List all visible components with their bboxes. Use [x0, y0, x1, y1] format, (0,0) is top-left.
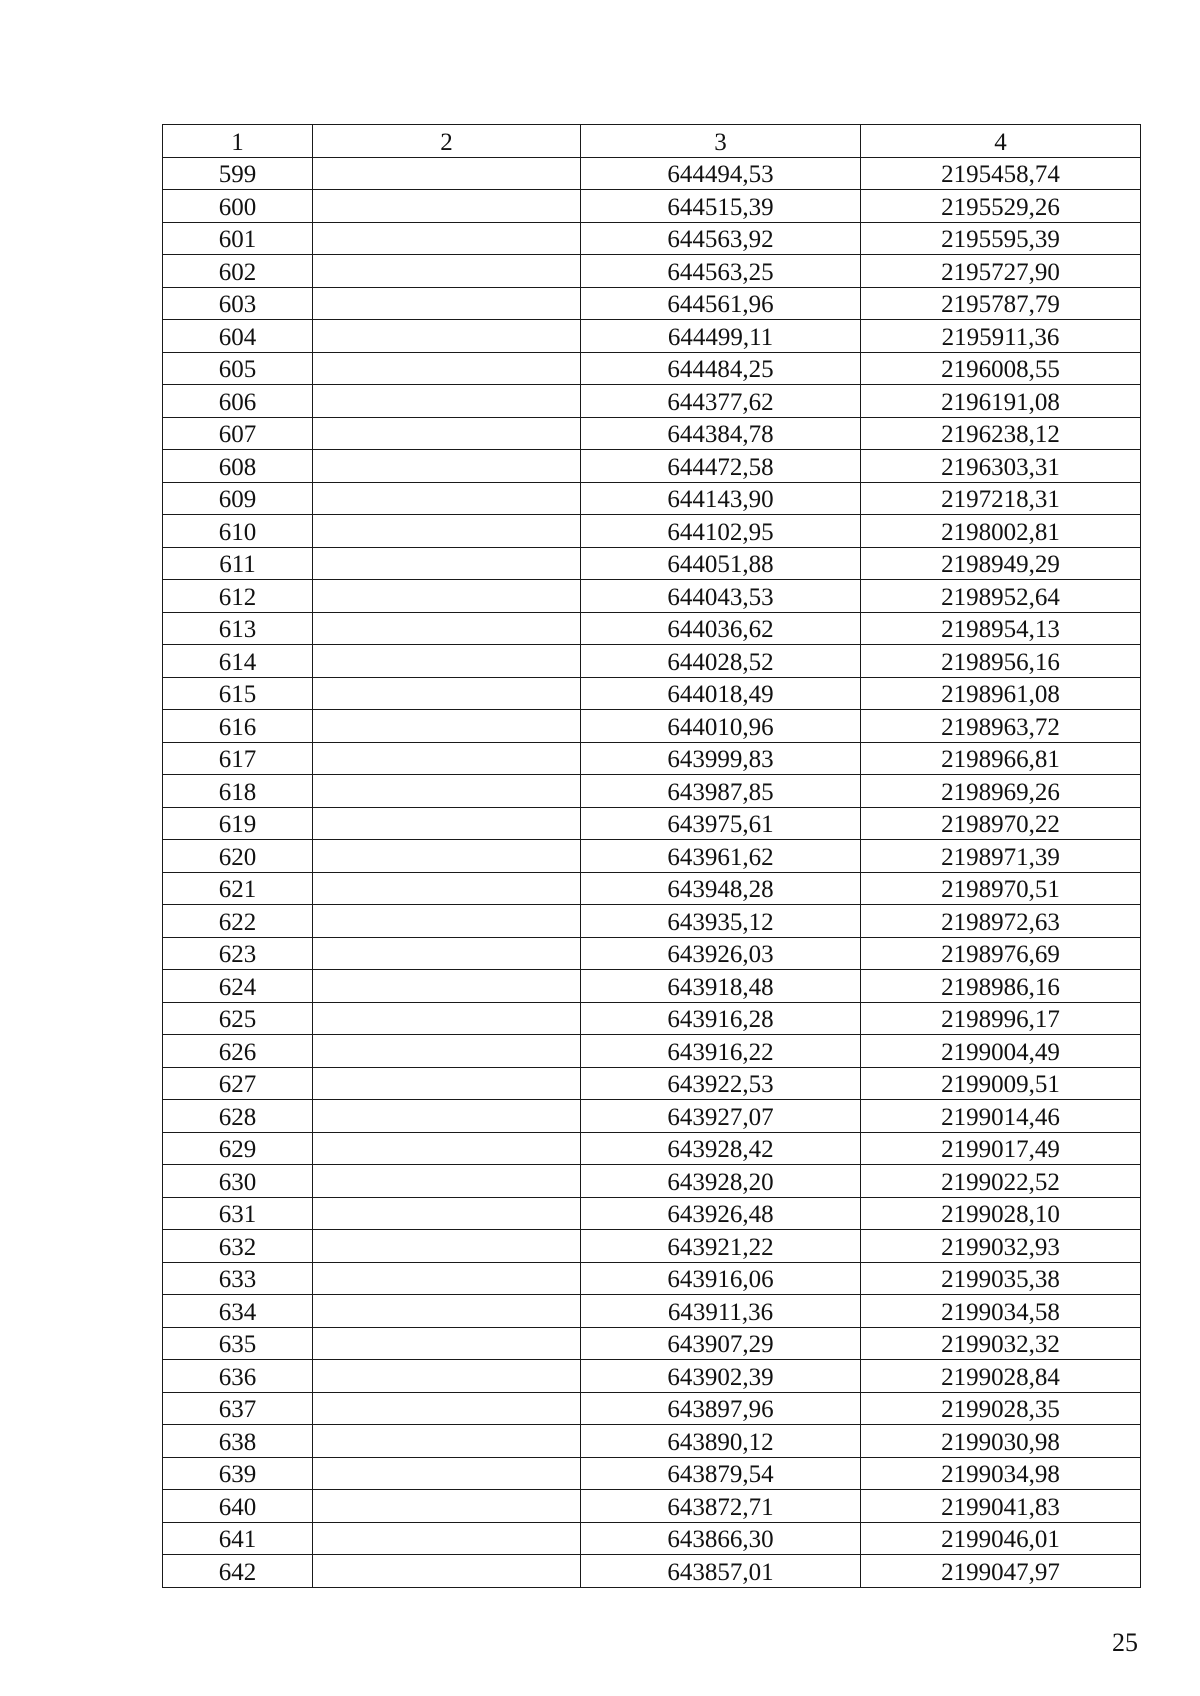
- point-number-cell: 617: [163, 742, 313, 775]
- point-number-cell: 618: [163, 775, 313, 808]
- point-number-cell: 602: [163, 255, 313, 288]
- name-cell: [313, 352, 581, 385]
- table-row: [163, 612, 1141, 645]
- point-number-cell: 626: [163, 1035, 313, 1068]
- name-cell: [313, 970, 581, 1003]
- point-number-cell: 633: [163, 1262, 313, 1295]
- point-number-cell: 604: [163, 320, 313, 353]
- y-coordinate-cell: 2199034,98: [861, 1457, 1141, 1490]
- x-coordinate-cell: 644563,25: [581, 255, 861, 288]
- name-cell: [313, 1522, 581, 1555]
- x-coordinate-cell: 644018,49: [581, 677, 861, 710]
- name-cell: [313, 385, 581, 418]
- point-number-cell: 634: [163, 1295, 313, 1328]
- point-number-cell: 619: [163, 807, 313, 840]
- x-coordinate-cell: 643916,06: [581, 1262, 861, 1295]
- y-coordinate-cell: 2197218,31: [861, 482, 1141, 515]
- coordinates-table: [162, 124, 1141, 1588]
- y-coordinate-cell: 2198972,63: [861, 905, 1141, 938]
- point-number-cell: 612: [163, 580, 313, 613]
- x-coordinate-cell: 644377,62: [581, 385, 861, 418]
- table-header: [163, 125, 1141, 158]
- y-coordinate-cell: 2195458,74: [861, 157, 1141, 190]
- name-cell: [313, 840, 581, 873]
- table-row: [163, 742, 1141, 775]
- name-cell: [313, 1327, 581, 1360]
- y-coordinate-cell: 2198961,08: [861, 677, 1141, 710]
- name-cell: [313, 1197, 581, 1230]
- y-coordinate-cell: 2198970,51: [861, 872, 1141, 905]
- table-row: [163, 1457, 1141, 1490]
- table-row: [163, 710, 1141, 743]
- table-row: [163, 905, 1141, 938]
- name-cell: [313, 612, 581, 645]
- name-cell: [313, 1392, 581, 1425]
- x-coordinate-cell: 644010,96: [581, 710, 861, 743]
- table-row: [163, 1522, 1141, 1555]
- y-coordinate-cell: 2199041,83: [861, 1490, 1141, 1523]
- name-cell: [313, 222, 581, 255]
- name-cell: [313, 417, 581, 450]
- name-cell: [313, 255, 581, 288]
- point-number-cell: 613: [163, 612, 313, 645]
- table-row: [163, 1555, 1141, 1588]
- name-cell: [313, 450, 581, 483]
- y-coordinate-cell: 2198969,26: [861, 775, 1141, 808]
- table-row: [163, 450, 1141, 483]
- y-coordinate-cell: 2198952,64: [861, 580, 1141, 613]
- y-coordinate-cell: 2198963,72: [861, 710, 1141, 743]
- x-coordinate-cell: 644563,92: [581, 222, 861, 255]
- name-cell: [313, 1067, 581, 1100]
- point-number-cell: 640: [163, 1490, 313, 1523]
- table-row: [163, 1360, 1141, 1393]
- name-cell: [313, 1555, 581, 1588]
- name-cell: [313, 482, 581, 515]
- x-coordinate-cell: 644102,95: [581, 515, 861, 548]
- y-coordinate-cell: 2198971,39: [861, 840, 1141, 873]
- y-coordinate-cell: 2196191,08: [861, 385, 1141, 418]
- y-coordinate-cell: 2199028,84: [861, 1360, 1141, 1393]
- table-row: [163, 385, 1141, 418]
- x-coordinate-cell: 644484,25: [581, 352, 861, 385]
- point-number-cell: 611: [163, 547, 313, 580]
- table-row: [163, 1295, 1141, 1328]
- table-row: [163, 1035, 1141, 1068]
- point-number-cell: 616: [163, 710, 313, 743]
- table-row: [163, 1392, 1141, 1425]
- x-coordinate-cell: 643902,39: [581, 1360, 861, 1393]
- point-number-cell: 635: [163, 1327, 313, 1360]
- name-cell: [313, 1165, 581, 1198]
- name-cell: [313, 1230, 581, 1263]
- table-row: [163, 1327, 1141, 1360]
- name-cell: [313, 1100, 581, 1133]
- y-coordinate-cell: 2199035,38: [861, 1262, 1141, 1295]
- name-cell: [313, 645, 581, 678]
- y-coordinate-cell: 2199014,46: [861, 1100, 1141, 1133]
- y-coordinate-cell: 2198002,81: [861, 515, 1141, 548]
- table-row: [163, 157, 1141, 190]
- table-row: [163, 872, 1141, 905]
- x-coordinate-cell: 643922,53: [581, 1067, 861, 1100]
- name-cell: [313, 320, 581, 353]
- page-number: 25: [1112, 1628, 1138, 1657]
- name-cell: [313, 1132, 581, 1165]
- point-number-cell: 641: [163, 1522, 313, 1555]
- point-number-cell: 603: [163, 287, 313, 320]
- y-coordinate-cell: 2198970,22: [861, 807, 1141, 840]
- point-number-cell: 636: [163, 1360, 313, 1393]
- name-cell: [313, 677, 581, 710]
- point-number-cell: 606: [163, 385, 313, 418]
- table-row: [163, 320, 1141, 353]
- point-number-cell: 624: [163, 970, 313, 1003]
- y-coordinate-cell: 2198966,81: [861, 742, 1141, 775]
- y-coordinate-cell: 2199017,49: [861, 1132, 1141, 1165]
- x-coordinate-cell: 643872,71: [581, 1490, 861, 1523]
- table-row: [163, 222, 1141, 255]
- name-cell: [313, 905, 581, 938]
- y-coordinate-cell: 2199047,97: [861, 1555, 1141, 1588]
- name-cell: [313, 1360, 581, 1393]
- y-coordinate-cell: 2195787,79: [861, 287, 1141, 320]
- y-coordinate-cell: 2195529,26: [861, 190, 1141, 223]
- y-coordinate-cell: 2195911,36: [861, 320, 1141, 353]
- x-coordinate-cell: 643926,03: [581, 937, 861, 970]
- x-coordinate-cell: 643928,20: [581, 1165, 861, 1198]
- x-coordinate-cell: 643948,28: [581, 872, 861, 905]
- y-coordinate-cell: 2195595,39: [861, 222, 1141, 255]
- point-number-cell: 627: [163, 1067, 313, 1100]
- table-row: [163, 1425, 1141, 1458]
- name-cell: [313, 580, 581, 613]
- table-row: [163, 547, 1141, 580]
- table-row: [163, 775, 1141, 808]
- name-cell: [313, 1002, 581, 1035]
- name-cell: [313, 190, 581, 223]
- point-number-cell: 642: [163, 1555, 313, 1588]
- header-cell-col-1: 1: [163, 125, 313, 158]
- x-coordinate-cell: 643916,28: [581, 1002, 861, 1035]
- y-coordinate-cell: 2199032,32: [861, 1327, 1141, 1360]
- name-cell: [313, 515, 581, 548]
- y-coordinate-cell: 2198954,13: [861, 612, 1141, 645]
- y-coordinate-cell: 2199004,49: [861, 1035, 1141, 1068]
- point-number-cell: 632: [163, 1230, 313, 1263]
- point-number-cell: 639: [163, 1457, 313, 1490]
- table-row: [163, 1490, 1141, 1523]
- y-coordinate-cell: 2198986,16: [861, 970, 1141, 1003]
- table-row: [163, 645, 1141, 678]
- y-coordinate-cell: 2198976,69: [861, 937, 1141, 970]
- table-row: [163, 580, 1141, 613]
- table-row: [163, 807, 1141, 840]
- name-cell: [313, 775, 581, 808]
- header-cell-col-2: 2: [313, 125, 581, 158]
- table-row: [163, 970, 1141, 1003]
- table-row: [163, 1002, 1141, 1035]
- table-row: [163, 1100, 1141, 1133]
- point-number-cell: 628: [163, 1100, 313, 1133]
- name-cell: [313, 1425, 581, 1458]
- point-number-cell: 601: [163, 222, 313, 255]
- point-number-cell: 631: [163, 1197, 313, 1230]
- point-number-cell: 625: [163, 1002, 313, 1035]
- x-coordinate-cell: 643928,42: [581, 1132, 861, 1165]
- table-row: [163, 1132, 1141, 1165]
- point-number-cell: 620: [163, 840, 313, 873]
- x-coordinate-cell: 643879,54: [581, 1457, 861, 1490]
- x-coordinate-cell: 643987,85: [581, 775, 861, 808]
- name-cell: [313, 807, 581, 840]
- point-number-cell: 623: [163, 937, 313, 970]
- y-coordinate-cell: 2199032,93: [861, 1230, 1141, 1263]
- x-coordinate-cell: 643921,22: [581, 1230, 861, 1263]
- point-number-cell: 609: [163, 482, 313, 515]
- x-coordinate-cell: 644028,52: [581, 645, 861, 678]
- x-coordinate-cell: 643916,22: [581, 1035, 861, 1068]
- x-coordinate-cell: 643866,30: [581, 1522, 861, 1555]
- x-coordinate-cell: 644143,90: [581, 482, 861, 515]
- header-cell-col-4: 4: [861, 125, 1141, 158]
- y-coordinate-cell: 2199030,98: [861, 1425, 1141, 1458]
- name-cell: [313, 287, 581, 320]
- point-number-cell: 605: [163, 352, 313, 385]
- y-coordinate-cell: 2196008,55: [861, 352, 1141, 385]
- table-row: [163, 287, 1141, 320]
- table-row: [163, 515, 1141, 548]
- name-cell: [313, 872, 581, 905]
- point-number-cell: 608: [163, 450, 313, 483]
- point-number-cell: 615: [163, 677, 313, 710]
- name-cell: [313, 157, 581, 190]
- x-coordinate-cell: 644561,96: [581, 287, 861, 320]
- name-cell: [313, 1295, 581, 1328]
- table-row: [163, 840, 1141, 873]
- x-coordinate-cell: 643857,01: [581, 1555, 861, 1588]
- header-cell-col-3: 3: [581, 125, 861, 158]
- point-number-cell: 610: [163, 515, 313, 548]
- y-coordinate-cell: 2195727,90: [861, 255, 1141, 288]
- y-coordinate-cell: 2199034,58: [861, 1295, 1141, 1328]
- y-coordinate-cell: 2196303,31: [861, 450, 1141, 483]
- point-number-cell: 600: [163, 190, 313, 223]
- table-row: [163, 482, 1141, 515]
- x-coordinate-cell: 644499,11: [581, 320, 861, 353]
- y-coordinate-cell: 2199046,01: [861, 1522, 1141, 1555]
- y-coordinate-cell: 2199028,10: [861, 1197, 1141, 1230]
- table-row: [163, 1165, 1141, 1198]
- x-coordinate-cell: 644051,88: [581, 547, 861, 580]
- y-coordinate-cell: 2199022,52: [861, 1165, 1141, 1198]
- y-coordinate-cell: 2199009,51: [861, 1067, 1141, 1100]
- point-number-cell: 607: [163, 417, 313, 450]
- table-row: [163, 417, 1141, 450]
- table-row: [163, 677, 1141, 710]
- name-cell: [313, 710, 581, 743]
- name-cell: [313, 742, 581, 775]
- x-coordinate-cell: 643918,48: [581, 970, 861, 1003]
- point-number-cell: 638: [163, 1425, 313, 1458]
- x-coordinate-cell: 644384,78: [581, 417, 861, 450]
- y-coordinate-cell: 2196238,12: [861, 417, 1141, 450]
- y-coordinate-cell: 2198949,29: [861, 547, 1141, 580]
- table-header-row: [163, 125, 1141, 158]
- x-coordinate-cell: 643961,62: [581, 840, 861, 873]
- name-cell: [313, 1490, 581, 1523]
- x-coordinate-cell: 643927,07: [581, 1100, 861, 1133]
- x-coordinate-cell: 643890,12: [581, 1425, 861, 1458]
- point-number-cell: 614: [163, 645, 313, 678]
- name-cell: [313, 1262, 581, 1295]
- x-coordinate-cell: 643935,12: [581, 905, 861, 938]
- x-coordinate-cell: 644515,39: [581, 190, 861, 223]
- table-row: [163, 937, 1141, 970]
- y-coordinate-cell: 2199028,35: [861, 1392, 1141, 1425]
- name-cell: [313, 1035, 581, 1068]
- x-coordinate-cell: 644036,62: [581, 612, 861, 645]
- name-cell: [313, 1457, 581, 1490]
- table-body: [163, 157, 1141, 1587]
- y-coordinate-cell: 2198996,17: [861, 1002, 1141, 1035]
- point-number-cell: 630: [163, 1165, 313, 1198]
- table-row: [163, 1197, 1141, 1230]
- point-number-cell: 622: [163, 905, 313, 938]
- table-row: [163, 1262, 1141, 1295]
- y-coordinate-cell: 2198956,16: [861, 645, 1141, 678]
- table-row: [163, 190, 1141, 223]
- x-coordinate-cell: 643975,61: [581, 807, 861, 840]
- x-coordinate-cell: 644494,53: [581, 157, 861, 190]
- table-row: [163, 352, 1141, 385]
- table-row: [163, 1230, 1141, 1263]
- point-number-cell: 599: [163, 157, 313, 190]
- name-cell: [313, 937, 581, 970]
- point-number-cell: 621: [163, 872, 313, 905]
- point-number-cell: 629: [163, 1132, 313, 1165]
- x-coordinate-cell: 643897,96: [581, 1392, 861, 1425]
- name-cell: [313, 547, 581, 580]
- point-number-cell: 637: [163, 1392, 313, 1425]
- x-coordinate-cell: 644043,53: [581, 580, 861, 613]
- x-coordinate-cell: 644472,58: [581, 450, 861, 483]
- table-row: [163, 255, 1141, 288]
- x-coordinate-cell: 643926,48: [581, 1197, 861, 1230]
- x-coordinate-cell: 643907,29: [581, 1327, 861, 1360]
- x-coordinate-cell: 643999,83: [581, 742, 861, 775]
- x-coordinate-cell: 643911,36: [581, 1295, 861, 1328]
- table-row: [163, 1067, 1141, 1100]
